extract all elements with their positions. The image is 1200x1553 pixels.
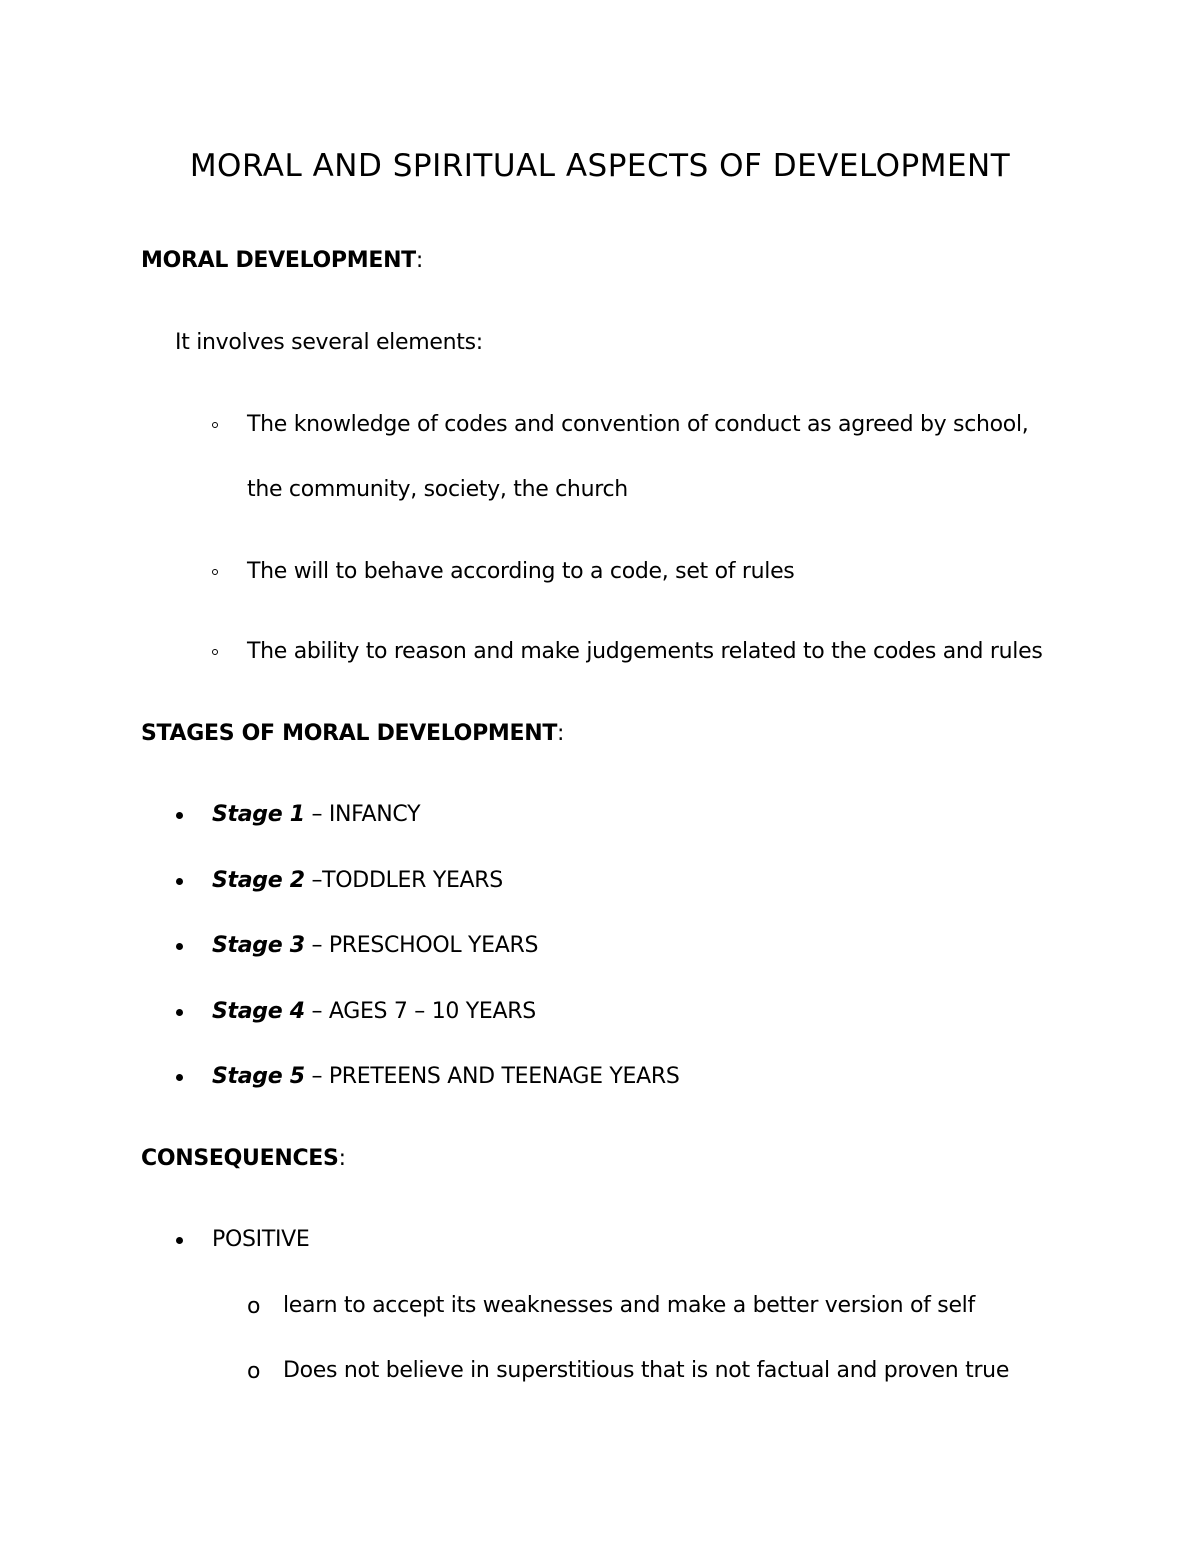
o-bullet-icon: o [247,1359,261,1384]
document-title: MORAL AND SPIRITUAL ASPECTS OF DEVELOPMENT [189,148,1011,184]
heading-colon: : [338,1146,346,1171]
o-bullet-icon: o [247,1294,261,1319]
stage-item-5 [212,1062,680,1092]
heading-text: CONSEQUENCES [141,1146,339,1171]
stage-item-3 [212,931,538,961]
dot-bullet-icon [176,878,183,885]
dot-bullet-icon [176,1074,183,1081]
stage-text: – PRESCHOOL YEARS [304,933,539,958]
dot-bullet-icon [176,943,183,950]
heading-colon: : [557,721,565,746]
dot-bullet-icon [176,812,183,819]
stage-text: –TODDLER YEARS [304,868,503,893]
stage-text: – AGES 7 – 10 YEARS [304,999,536,1024]
dot-bullet-icon [176,1009,183,1016]
stage-label: Stage 5 [212,1064,305,1089]
intro-text: It involves several elements: [175,330,483,355]
stage-item-2 [212,866,503,896]
stage-text: – PRETEENS AND TEENAGE YEARS [304,1064,680,1089]
element-item-1-continued: the community, society, the church [247,477,628,502]
stage-item-4 [212,997,536,1027]
section-heading-stages [141,719,564,749]
heading-text: MORAL DEVELOPMENT [141,248,416,273]
element-item-2: The will to behave according to a code, set of rules [247,559,795,584]
dot-bullet-icon [176,1237,183,1244]
element-item-3: The ability to reason and make judgements related to the codes and rules [247,639,1043,664]
section-heading-moral-development [141,246,423,276]
section-heading-consequences [141,1144,346,1174]
positive-item-1: learn to accept its weaknesses and make a better version of self [283,1293,975,1318]
positive-item-2: Does not believe in superstitious that is not factual and proven true [283,1358,1010,1383]
ring-bullet-icon [212,649,218,655]
element-item-1: The knowledge of codes and convention of conduct as agreed by school, [247,412,1029,437]
ring-bullet-icon [212,422,218,428]
stage-label: Stage 3 [212,933,305,958]
heading-text: STAGES OF MORAL DEVELOPMENT [141,721,558,746]
heading-colon: : [415,248,424,273]
stage-item-1 [212,800,420,830]
stage-label: Stage 1 [212,802,305,827]
stage-label: Stage 4 [212,999,305,1024]
positive-label: POSITIVE [212,1227,310,1252]
ring-bullet-icon [212,569,218,575]
stage-text: – INFANCY [304,802,421,827]
stage-label: Stage 2 [212,868,305,893]
